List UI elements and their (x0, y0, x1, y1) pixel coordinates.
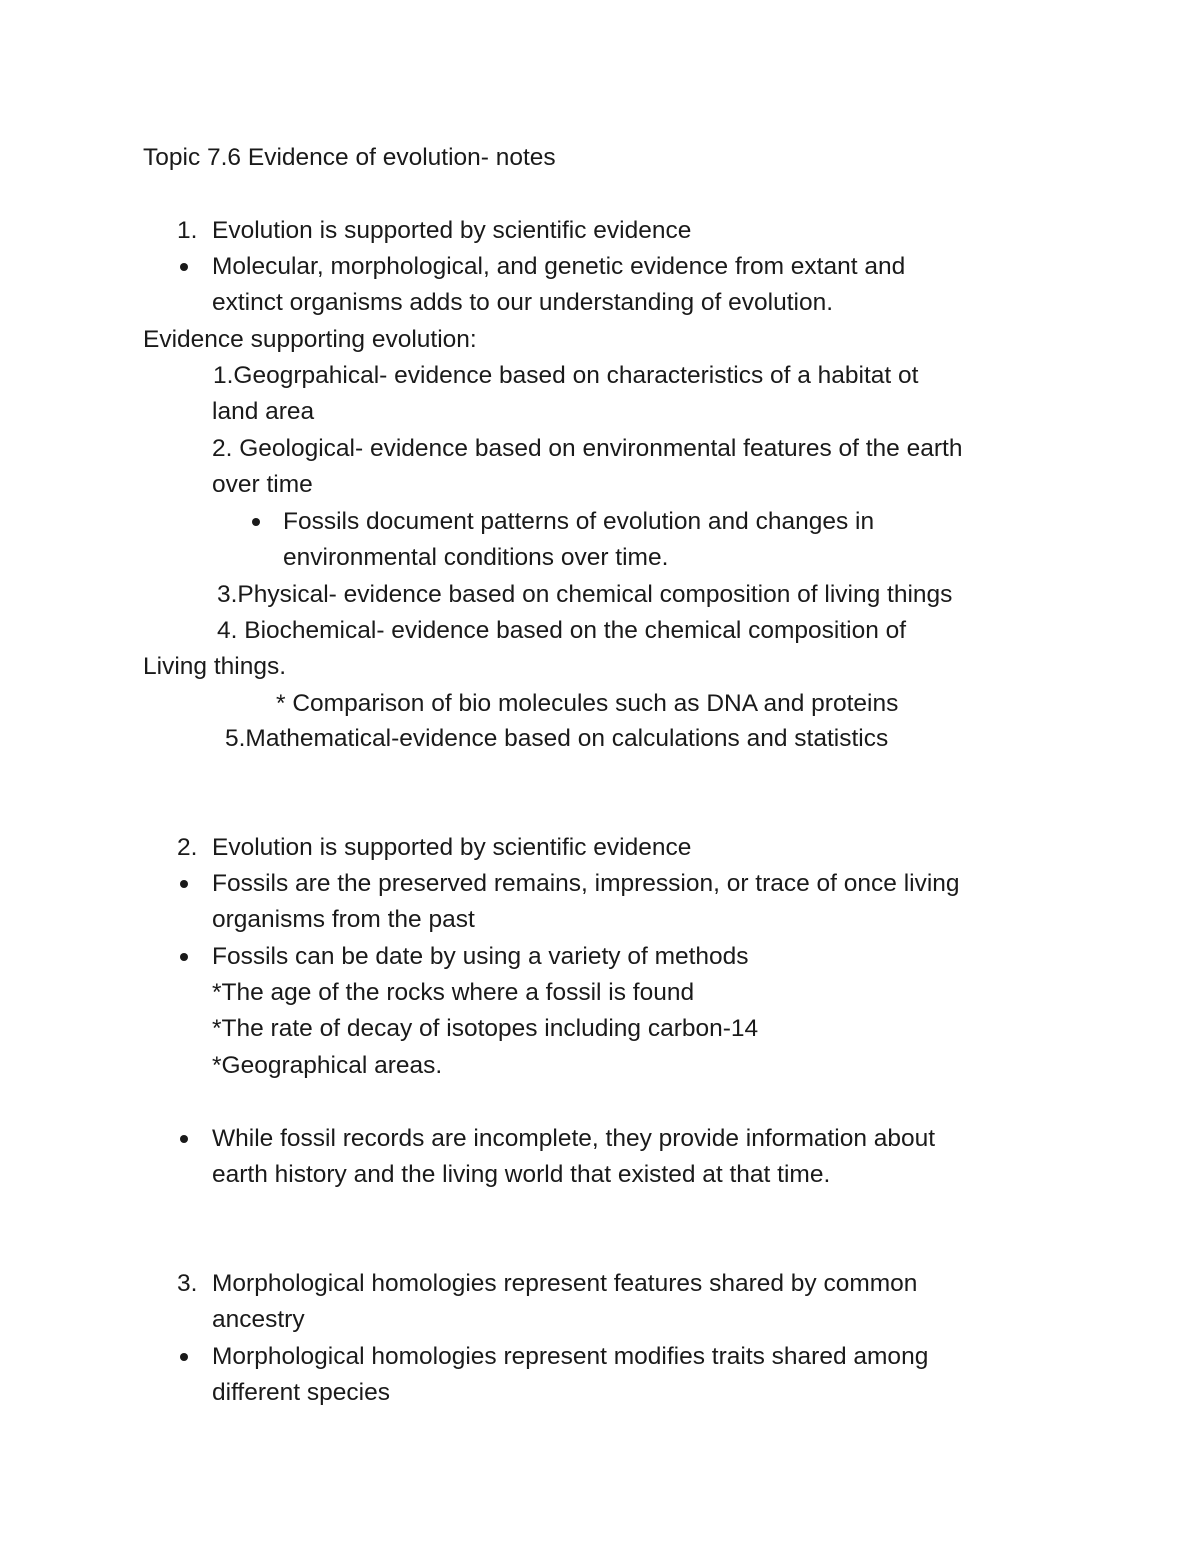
bullet-text: environmental conditions over time. (283, 544, 669, 571)
bullet-text: extinct organisms adds to our understanding of evolution. (212, 289, 834, 316)
evidence-item: land area (212, 398, 315, 425)
bullet-text: earth history and the living world that existed at that time. (212, 1161, 831, 1188)
list-number: 3. (177, 1270, 198, 1297)
bullet-text: organisms from the past (212, 906, 475, 933)
bullet-text: Fossils are the preserved remains, impression, or trace of once living (212, 870, 960, 897)
method-item: *The rate of decay of isotopes including carbon-14 (212, 1015, 759, 1042)
evidence-item: 4. Biochemical- evidence based on the chemical composition of (217, 617, 907, 644)
method-item: *The age of the rocks where a fossil is found (212, 979, 695, 1006)
bullet-text: Morphological homologies represent modifies traits shared among (212, 1343, 929, 1370)
evidence-note: * Comparison of bio molecules such as DNA and proteins (276, 690, 899, 717)
evidence-item: 2. Geological- evidence based on environmental features of the earth (212, 435, 963, 462)
page-title: Topic 7.6 Evidence of evolution- notes (143, 144, 556, 171)
bullet-icon (180, 880, 188, 888)
bullet-icon (180, 953, 188, 961)
list-number: 1. (177, 217, 198, 244)
list-number: 2. (177, 834, 198, 861)
section-heading: ancestry (212, 1306, 305, 1333)
section-heading: Evolution is supported by scientific evidence (212, 834, 692, 861)
bullet-icon (180, 1135, 188, 1143)
bullet-text: Fossils document patterns of evolution and changes in (283, 508, 875, 535)
bullet-text: While fossil records are incomplete, they provide information about (212, 1125, 936, 1152)
bullet-icon (180, 263, 188, 271)
section-heading: Morphological homologies represent features shared by common (212, 1270, 918, 1297)
evidence-item: 1.Geogrpahical- evidence based on characteristics of a habitat ot (213, 362, 919, 389)
evidence-item: 3.Physical- evidence based on chemical composition of living things (217, 581, 953, 608)
bullet-text: Molecular, morphological, and genetic evidence from extant and (212, 253, 906, 280)
evidence-item: 5.Mathematical-evidence based on calculations and statistics (225, 725, 889, 752)
method-item: *Geographical areas. (212, 1052, 443, 1079)
bullet-text: Fossils can be date by using a variety of methods (212, 943, 749, 970)
evidence-item: Living things. (143, 653, 287, 680)
bullet-icon (180, 1353, 188, 1361)
evidence-item: over time (212, 471, 313, 498)
section-heading: Evolution is supported by scientific evidence (212, 217, 692, 244)
subheading: Evidence supporting evolution: (143, 326, 477, 353)
bullet-text: different species (212, 1379, 390, 1406)
bullet-icon (252, 518, 260, 526)
